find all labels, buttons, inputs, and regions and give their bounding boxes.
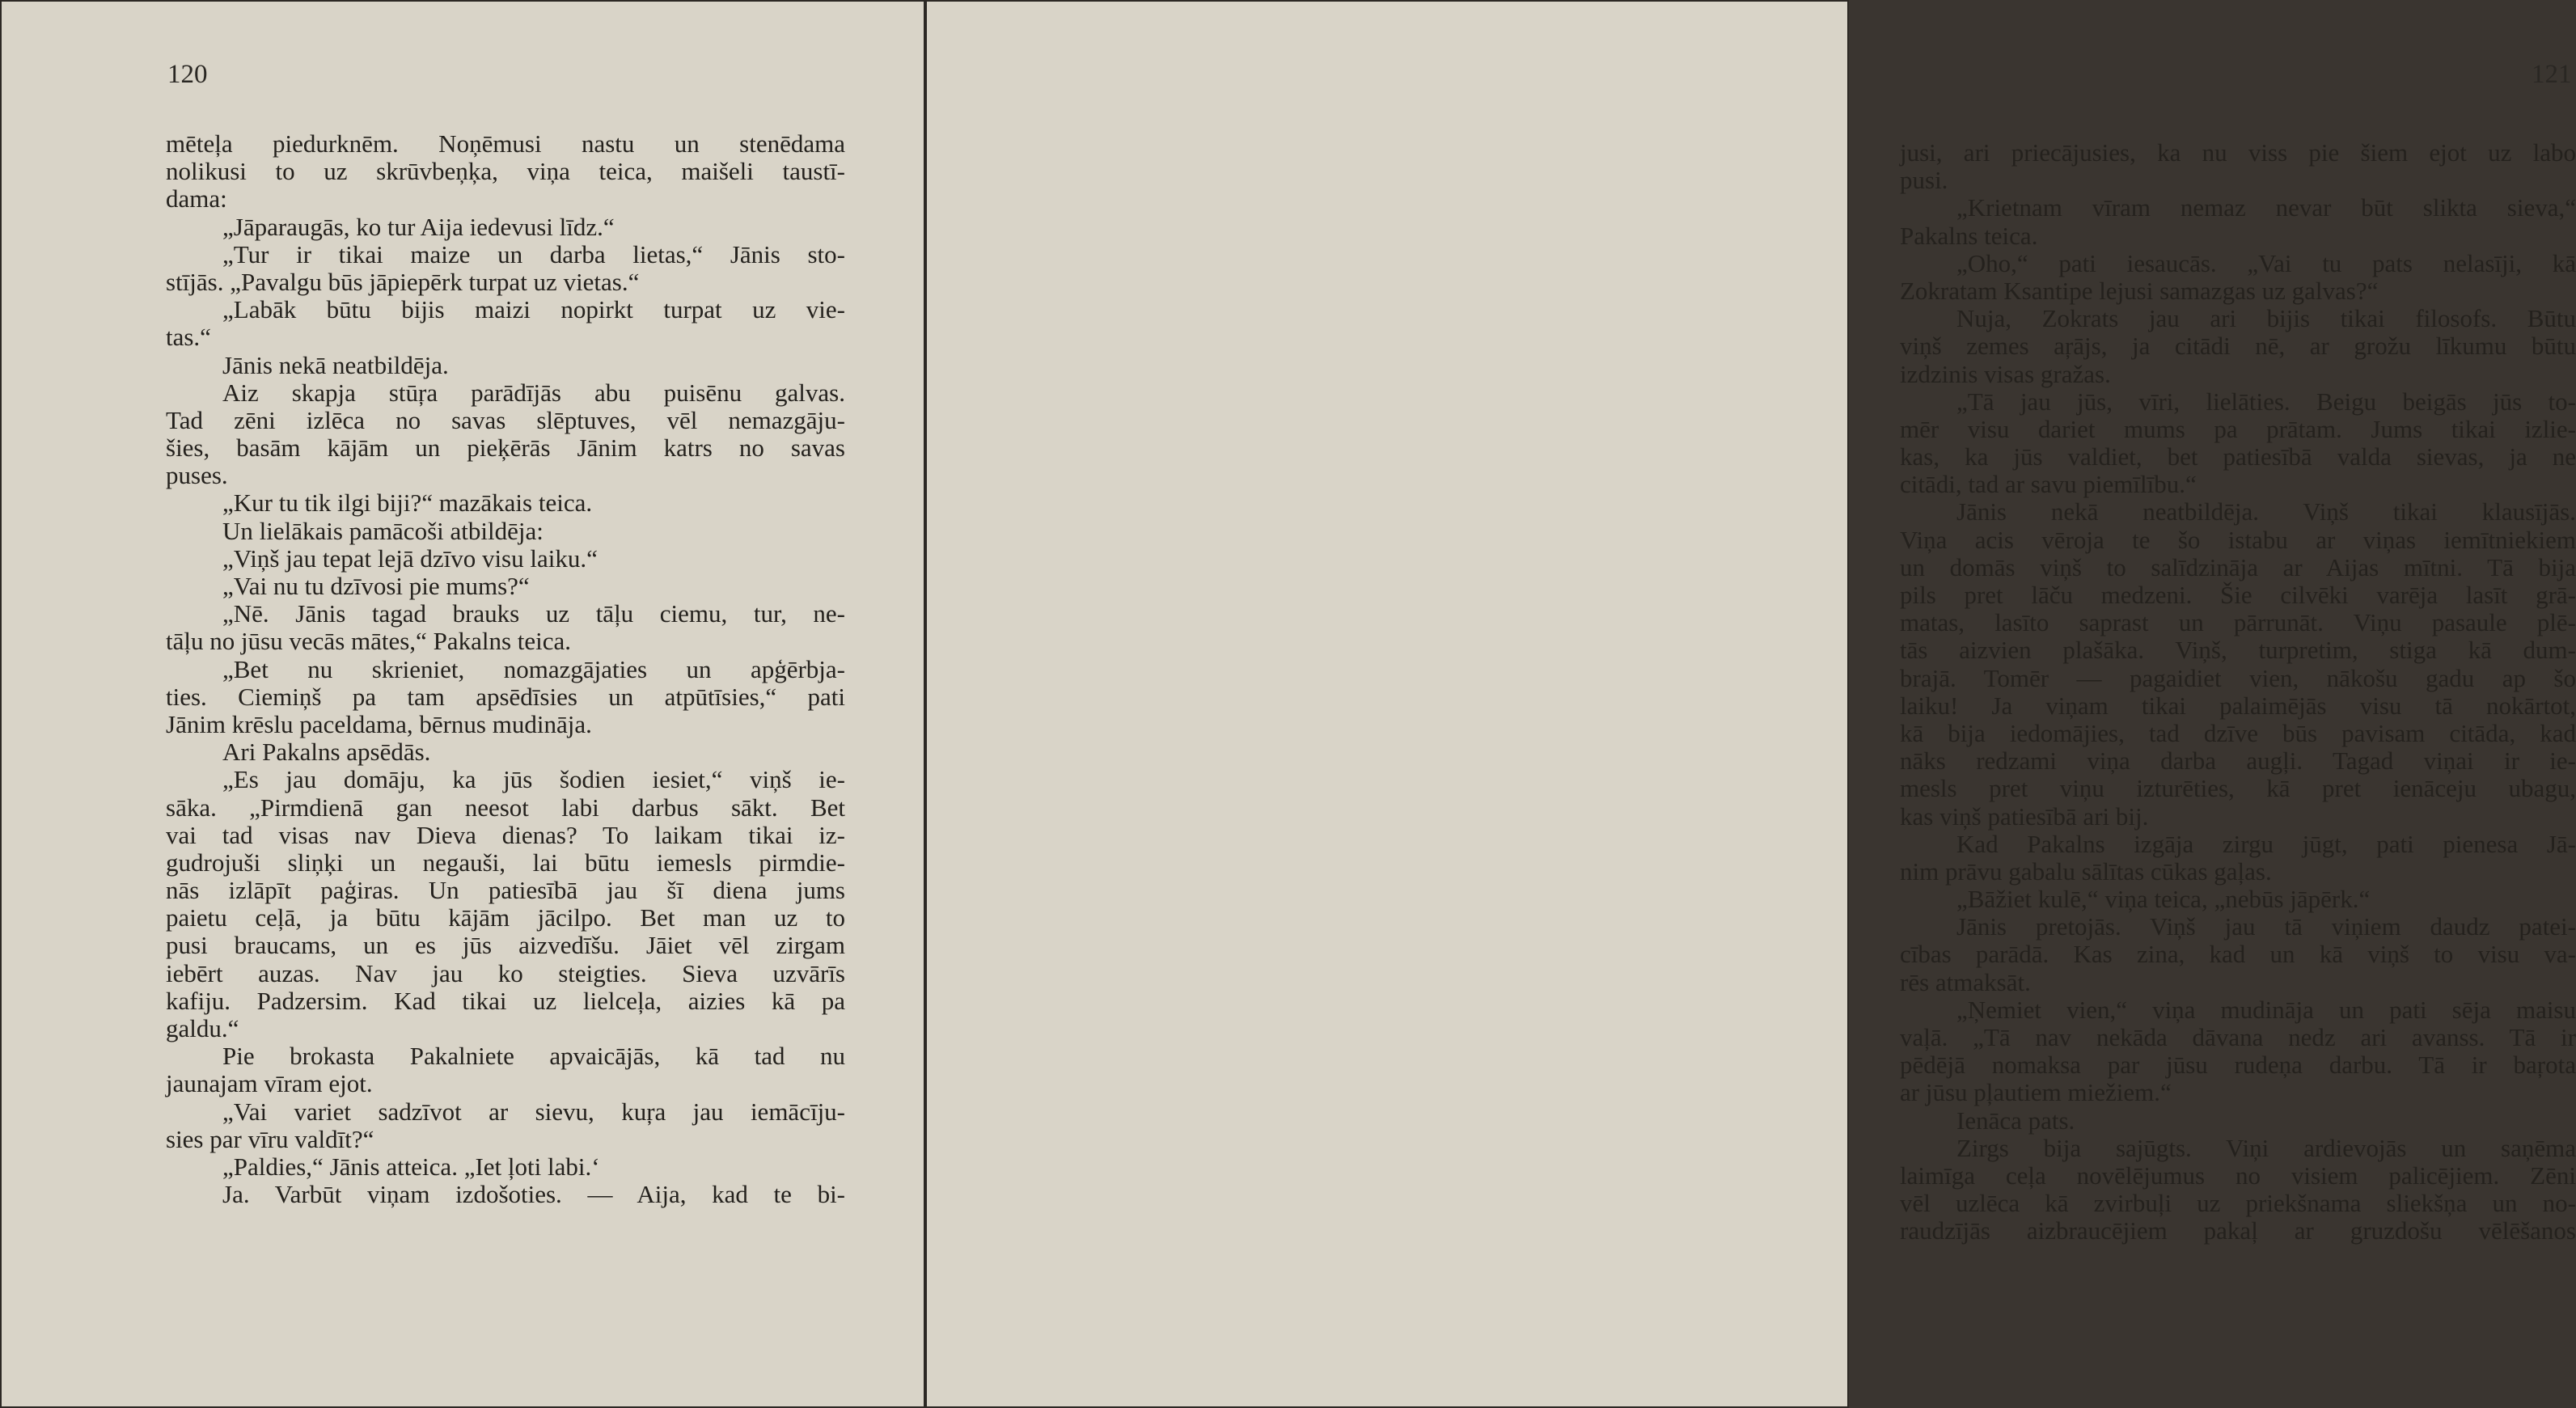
- text-line: Nuja, Zokrats jau ari bijis tikai filosofs. Būtu: [1956, 304, 2576, 333]
- text-line: kā bija iedomājies, tad dzīve būs pavisam citāda, kad: [1900, 718, 2576, 747]
- text-line: gudrojuši sliņķi un negauši, lai būtu iemesls pirmdie-: [166, 848, 845, 877]
- text-line: „Es jau domāju, ka jūs šodien iesiet,“ viņš ie-: [222, 765, 845, 794]
- text-line: „Bāžiet kulē,“ viņa teica, „nebūs jāpērk.“: [1956, 885, 2371, 914]
- text-line: Zirgs bija sajūgts. Viņi ardievojās un saņēma: [1956, 1133, 2576, 1162]
- text-line: „Labāk būtu bijis maizi nopirkt turpat uz vie-: [222, 295, 845, 324]
- text-line: Kad Pakalns izgāja zirgu jūgt, pati pienesa Jā-: [1956, 829, 2576, 858]
- text-line: galdu.“: [166, 1014, 239, 1042]
- text-line: „Tur ir tikai maize un darba lietas,“ Jānis sto-: [222, 239, 845, 268]
- text-line: Zokratam Ksantipe lejusi samazgas uz galvas?“: [1900, 276, 2379, 305]
- text-line: nāks redzami viņa darba augļi. Tagad viņai ir ie-: [1900, 746, 2576, 776]
- text-line: mēteļa piedurknēm. Noņēmusi nastu un stenēdama: [166, 129, 845, 158]
- text-line: pils pret lāču medzeni. Šie cilvēki varēja lasīt grā-: [1900, 581, 2576, 609]
- text-line: stījās. „Pavalgu būs jāpiepērk turpat uz vietas.“: [166, 267, 640, 296]
- text-line: „Ņemiet vien,“ viņa mudināja un pati sēja maisu: [1956, 995, 2576, 1024]
- text-line: laimīga ceļa novēlējumus no visiem palicējiem. Zēni: [1900, 1161, 2576, 1190]
- text-line: kas viņš patiesībā ari bij.: [1900, 801, 2149, 831]
- text-line: Pakalns teica.: [1900, 221, 2038, 250]
- text-line: laiku! Ja viņam tikai palaimējās visu tā nokārtot,: [1900, 691, 2576, 720]
- text-line: tāļu no jūsu vecās mātes,“ Pakalns teica.: [166, 627, 572, 656]
- text-line: mēr visu dariet mums pa prātam. Jums tikai izlie-: [1900, 414, 2576, 443]
- text-line: pēdējā nomaksa par jūsu rudeņa darbu. Tā ir baŗota: [1900, 1051, 2576, 1080]
- text-line: kafiju. Padzersim. Kad tikai uz lielceļa, aizies kā pa: [166, 986, 845, 1015]
- text-line: Viņa acis vēroja te šo istabu ar viņas iemītniekiem: [1900, 525, 2576, 554]
- text-line: ties. Ciemiņš pa tam apsēdīsies un atpūtīsies,“ pati: [166, 682, 845, 711]
- text-line: Un lielākais pamācoši atbildēja:: [222, 516, 544, 545]
- text-line: Jānis nekā neatbildēja.: [222, 350, 449, 379]
- text-line: izdzinis visas gražas.: [1900, 359, 2111, 388]
- text-line: vēl uzlēca kā zvirbuļi uz priekšnama sliekšņa un no-: [1900, 1189, 2576, 1218]
- text-line: kas, ka jūs valdiet, bet patiesībā valda sievas, ja ne: [1900, 442, 2576, 471]
- text-line: jusi, ari priecājusies, ka nu viss pie šiem ejot uz labo: [1900, 138, 2576, 167]
- text-line: pusi braucams, un es jūs aizvedīšu. Jāiet vēl zirgam: [166, 931, 845, 960]
- text-line: vai tad visas nav Dieva dienas? To laikam tikai iz-: [166, 820, 845, 849]
- text-line: raudzījās aizbraucējiem pakaļ ar gruzdošu vēlēšanos: [1900, 1216, 2576, 1245]
- text-line: Jānis nekā neatbildēja. Viņš tikai klausījās.: [1956, 497, 2576, 526]
- text-line: viņš zemes aŗājs, ja citādi nē, ar grožu līkumu būtu: [1900, 332, 2576, 361]
- text-line: brajā. Tomēr — pagaidiet vien, nākošu gadu ap šo: [1900, 663, 2576, 692]
- text-line: paietu ceļā, ja būtu kājām jācilpo. Bet man uz to: [166, 903, 845, 932]
- text-line: „Krietnam vīram nemaz nevar būt slikta sieva,“: [1956, 193, 2576, 222]
- text-line: cības parādā. Kas zina, kad un kā viņš to visu va-: [1900, 940, 2576, 969]
- text-line: pusi.: [1900, 166, 1948, 195]
- text-line: Ari Pakalns apsēdās.: [222, 738, 431, 767]
- text-line: iebērt auzas. Nav jau ko steigties. Sieva uzvārīs: [166, 958, 845, 987]
- text-line: „Kur tu tik ilgi biji?“ mazākais teica.: [222, 488, 593, 518]
- text-line: un domās viņš to salīdzināja ar Aijas mītni. Tā bija: [1900, 552, 2576, 581]
- text-line: nolikusi to uz skrūvbeņķa, viņa teica, maišeli taustī-: [166, 157, 845, 186]
- text-line: „Oho,“ pati iesaucās. „Vai tu pats nelasīji, kā: [1956, 248, 2576, 277]
- text-line: „Bet nu skrieniet, nomazgājaties un apģērbja-: [222, 654, 845, 683]
- text-line: nim prāvu gabalu sālītas cūkas gaļas.: [1900, 856, 2272, 886]
- page-number-left: 120: [167, 60, 208, 89]
- right-page-text: [1900, 139, 2576, 1245]
- text-line: ar jūsu pļautiem miežiem.“: [1900, 1078, 2172, 1107]
- text-line: „Jāparaugās, ko tur Aija iedevusi līdz.“: [222, 212, 615, 241]
- text-line: tās aizvien plašāka. Viņš, turpretim, stiga kā dum-: [1900, 636, 2576, 665]
- text-line: Ja. Varbūt viņam izdošoties. — Aija, kad te bi-: [222, 1180, 845, 1209]
- text-line: nās izlāpīt paģiras. Un patiesībā jau šī diena jums: [166, 876, 845, 905]
- text-line: Tad zēni izlēca no savas slēptuves, vēl nemazgāju-: [166, 405, 845, 434]
- text-line: sies par vīru valdīt?“: [166, 1124, 374, 1153]
- text-line: šies, basām kājām un pieķērās Jānim katrs no savas: [166, 433, 845, 463]
- text-line: „Viņš jau tepat lejā dzīvo visu laiku.“: [222, 543, 598, 573]
- page-number-right: 121: [2532, 60, 2572, 89]
- text-line: citādi, tad ar savu piemīlību.“: [1900, 470, 2197, 499]
- right-page: [925, 0, 2576, 1408]
- text-line: vaļā. „Tā nav nekāda dāvana nedz ari avanss. Tā ir: [1900, 1023, 2576, 1051]
- text-line: Ienāca pats.: [1956, 1106, 2075, 1135]
- left-page: [0, 0, 925, 1408]
- text-line: „Vai variet sadzīvot ar sievu, kuŗa jau iemācīju-: [222, 1097, 845, 1126]
- text-line: „Vai nu tu dzīvosi pie mums?“: [222, 572, 530, 600]
- text-line: „Paldies,“ Jānis atteica. „Iet ļoti labi.‘: [222, 1152, 600, 1181]
- text-line: jaunajam vīram ejot.: [166, 1069, 373, 1098]
- text-line: Pie brokasta Pakalniete apvaicājās, kā tad nu: [222, 1042, 845, 1071]
- text-line: Jānis pretojās. Viņš jau tā viņiem daudz patei-: [1956, 912, 2576, 941]
- text-line: tas.“: [166, 323, 211, 352]
- left-page-text: [166, 130, 845, 1208]
- text-line: Jānim krēslu paceldama, bērnus mudināja.: [166, 709, 592, 738]
- text-line: Aiz skapja stūŗa parādījās abu puisēnu galvas.: [222, 378, 845, 407]
- text-line: „Tā jau jūs, vīri, lielāties. Beigu beigās jūs to-: [1956, 387, 2576, 416]
- text-line: puses.: [166, 461, 228, 490]
- text-line: „Nē. Jānis tagad brauks uz tāļu ciemu, tur, ne-: [222, 599, 845, 628]
- text-line: dama:: [166, 184, 227, 214]
- text-line: sāka. „Pirmdienā gan neesot labi darbus sākt. Bet: [166, 793, 845, 822]
- text-line: rēs atmaksāt.: [1900, 967, 2031, 996]
- text-line: mesls pret viņu izturēties, kā pret ienāceju ubagu,: [1900, 774, 2576, 803]
- text-line: matas, lasīto saprast un pārrunāt. Viņu pasaule plē-: [1900, 608, 2576, 637]
